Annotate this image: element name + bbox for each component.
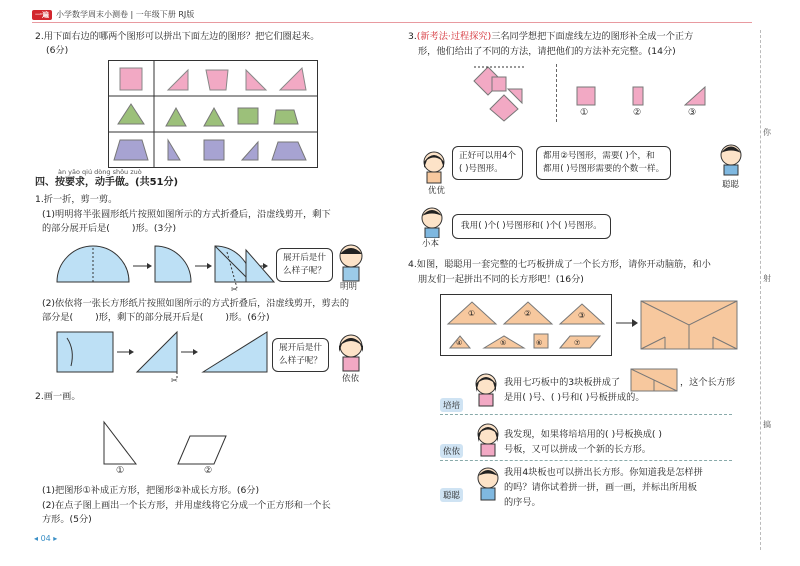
divider-2 (440, 460, 732, 461)
peipei-rectangle-shape (630, 368, 678, 392)
q3-label-1: ① (580, 107, 589, 118)
green-trapezoid-shape (274, 110, 298, 124)
peipei-text-b: ，这个长方形 (680, 377, 736, 388)
bubble-line: 都用( )号图形需要的个数一样。 (543, 164, 665, 174)
q3-line1-text: 三名同学想把下面虚线左边的图形补全成一个正方 (491, 31, 694, 42)
header-rule (32, 22, 752, 23)
youyou-name: 优优 (428, 186, 446, 196)
section4-title: 四、按要求，动手做。(共51分) (35, 177, 179, 188)
q4-4-line1: 4.如图，聪聪用一套完整的七巧板拼成了一个长方形，请你开动脑筋，和小 (408, 259, 711, 270)
yiyi-text-a: 我发现，如果将培培用的( )号板换成( ) (504, 429, 662, 440)
purple-square-shape (204, 140, 224, 160)
yiyi-text-b: 号板，又可以拼成一个新的长方形。 (504, 444, 651, 455)
margin-char-2: 射 (763, 274, 771, 283)
pink-trapezoid-shape (206, 70, 228, 90)
bubble-line: 都用②号图形，需要( )个，和 (543, 151, 655, 161)
peipei-avatar (472, 372, 500, 408)
q4-1-title: 1.折一折，剪一剪。 (35, 194, 118, 205)
peipei-text-a: 我用七巧板中的3块板拼成了 (504, 377, 621, 388)
q4-1-p2d-text: )形。(6分) (225, 312, 270, 323)
divider-1 (440, 414, 732, 415)
mingming-avatar (334, 242, 368, 282)
q2-line1: 2.用下面右边的哪两个图形可以拼出下面左边的图形？把它们圈起来。 (35, 31, 320, 42)
q4-1-p2c-text: )形，剩下的部分展开后是( (95, 312, 204, 323)
q4-2-title: 2.画一画。 (35, 391, 81, 402)
yiyi-avatar (334, 332, 368, 372)
shape-1-label: ① (116, 465, 125, 476)
header-badge: 一遍 (32, 10, 52, 20)
youyou-avatar (420, 150, 448, 184)
q3-piece-2-rect (632, 86, 644, 106)
yiyi-speech-bubble (272, 338, 329, 372)
prev-arrow-icon: ◂ (34, 534, 41, 543)
tangram-pieces-box (440, 294, 612, 356)
green-rect-shape (238, 108, 258, 124)
shape-2-label: ② (204, 465, 213, 476)
q4-1-p1b (42, 222, 176, 236)
q2-shape-table (108, 60, 318, 168)
youyou-speech-bubble (452, 146, 523, 180)
bubble-line: 么样子呢？ (279, 356, 322, 366)
yiyi-name-tag: 依依 (440, 444, 463, 458)
q4-1-p2a: (2)依依将一张长方形纸片按照如图所示的方式折叠后，沿虚线剪开，剪去的 (42, 298, 350, 309)
q3-divider (556, 64, 557, 122)
q3-piece-3-triangle (684, 86, 706, 106)
q3-line2: 形，他们给出了不同的方法，请把他们的方法补充完整。(14分) (418, 46, 676, 57)
q3-tag: (新考法·过程探究) (416, 31, 492, 42)
pink-square-shape (120, 68, 142, 90)
q3-piece-1-square (576, 86, 596, 106)
q4-4-line2: 朋友们一起拼出不同的长方形吧！(16分) (418, 274, 584, 285)
q3-label-3: ③ (688, 107, 697, 118)
margin-char-3: 搞 (763, 420, 771, 429)
bubble-line: 展开后是什 (279, 343, 322, 353)
tangram-piece-2-label: ② (524, 309, 532, 318)
congcong-text-c: 的序号。 (504, 497, 541, 508)
section4-pinyin: àn yāo qiú dòng shǒu zuò (58, 168, 142, 176)
mingming-speech-bubble (276, 248, 333, 282)
congcong-name: 聪聪 (722, 180, 740, 190)
tangram-piece-4-label: ④ (456, 339, 463, 347)
congcong-speech-bubble (536, 146, 671, 180)
footer-page-number (34, 534, 57, 543)
svg-text:✂: ✂ (171, 376, 178, 384)
mingming-name: 明明 (340, 282, 358, 292)
q3-num: 3. (408, 31, 417, 42)
header-title: 小学数学周末小测卷 | 一年级下册 RJ版 (56, 10, 195, 19)
margin-char-1: 你 (763, 128, 771, 137)
tangram-rectangle-result (640, 300, 738, 350)
q3-pinwheel-shape (470, 65, 528, 123)
congcong-text-b: 的吗？请你试着拼一拼，画一画，并标出所用板 (504, 482, 697, 493)
yiyi-avatar-2 (474, 422, 502, 458)
yiyi-name: 依依 (342, 374, 360, 384)
tangram-piece-3-label: ③ (578, 311, 586, 320)
bubble-line: 正好可以用4个 (459, 151, 517, 161)
q4-1-p1c-text: )形。(3分) (131, 223, 177, 234)
congcong-text-a: 我用4块板也可以拼出长方形。你知道我是怎样拼 (504, 467, 703, 478)
tangram-piece-5-label: ⑤ (500, 339, 507, 347)
bubble-line: 么样子呢？ (283, 266, 326, 276)
xiaoben-speech-bubble: 我用( )个( )号图形和( )个( )号图形。 (452, 214, 611, 239)
tangram-piece-7-label: ⑦ (574, 339, 581, 347)
tangram-arrow-icon (616, 318, 638, 328)
q4-2-p2b: 方形。(5分) (42, 514, 92, 525)
svg-text:✂: ✂ (231, 285, 238, 294)
purple-trapezoid-shape (114, 140, 148, 160)
q4-1-p2b (42, 311, 270, 325)
congcong-avatar-2 (474, 466, 502, 502)
congcong-avatar (716, 142, 746, 176)
q3-label-2: ② (633, 107, 642, 118)
q4-2-p2a: (2)在点子图上画出一个长方形，并用虚线将它分成一个正方形和一个长 (42, 500, 331, 511)
bubble-line: 展开后是什 (283, 253, 326, 263)
next-arrow-icon: ▸ (50, 534, 58, 543)
q4-1-p1b-text: 的部分展开后是( (42, 223, 110, 234)
peipei-name-tag: 培培 (440, 398, 463, 412)
fold-rectangle-diagram (55, 330, 270, 384)
congcong-name-tag: 聪聪 (440, 488, 463, 502)
q3-line1 (408, 30, 693, 44)
q4-1-p1a: (1)明明将半张圆形纸片按照如图所示的方式折叠后，沿虚线剪开，剩下 (42, 209, 331, 220)
q2-score: (6分) (46, 45, 69, 56)
q4-2-p1: (1)把图形①补成正方形，把图形②补成长方形。(6分) (42, 485, 260, 496)
peipei-text-c: 是用( )号、( )号和( )号板拼成的。 (504, 392, 645, 403)
folded-triangle-shape (244, 248, 276, 284)
page-number: 04 (40, 534, 51, 543)
margin-cut-line (760, 30, 761, 550)
bubble-line: ( )号图形。 (459, 164, 503, 174)
xiaoben-avatar (418, 206, 446, 238)
tangram-piece-6-label: ⑥ (536, 339, 543, 347)
tangram-piece-1-label: ① (468, 309, 476, 318)
xiaoben-name: 小本 (422, 239, 440, 249)
q4-1-p2b-text: 部分是( (42, 312, 74, 323)
